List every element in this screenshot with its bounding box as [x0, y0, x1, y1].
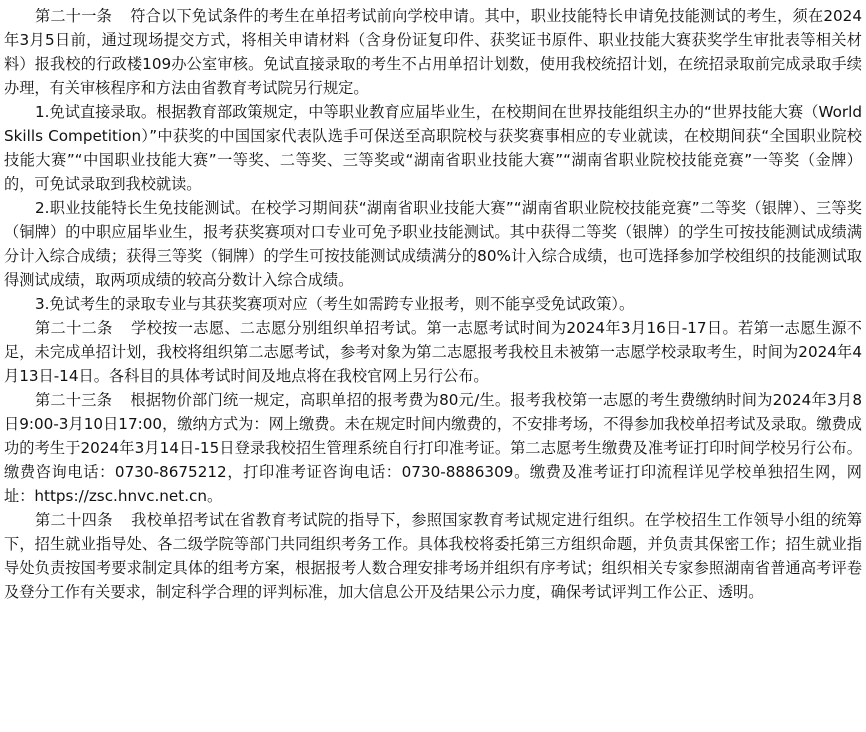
clause-3-paragraph — [4, 292, 862, 316]
clause-text: 3.免试考生的录取专业与其获奖赛项对应（考生如需跨专业报考，则不能享受免试政策）。 — [35, 295, 635, 313]
clause-1-paragraph — [4, 100, 862, 196]
article-24-paragraph — [4, 508, 862, 604]
clause-text: 1.免试直接录取。根据教育部政策规定，中等职业教育应届毕业生，在校期间在世界技能组织主办的“世界技能大赛（World Skills Competition）”中获奖的中国国家代表队选手可保送至高职院校与获奖赛事相应的专业就读，在校期间获“全国职业院校技能大赛”“中国职业技能大赛”一等奖、二等奖、三等奖或“湖南省职业技能大赛”“湖南省职业院校技能竞赛”一等奖（金牌）的，可免试录取到我校就读。 — [4, 103, 862, 193]
article-23-paragraph — [4, 388, 862, 508]
article-number: 第二十二条 — [35, 319, 113, 337]
article-text: 符合以下免试条件的考生在单招考试前向学校申请。其中，职业技能特长申请免技能测试的考生，须在2024年3月5日前，通过现场提交方式，将相关申请材料（含身份证复印件、获奖证书原件、职业技能大赛获奖学生审批表等相关材料）报我校的行政楼109办公室审核。免试直接录取的考生不占用单招计划数，使用我校统招计划，在统招录取前完成录取手续办理，有关审核程序和方法由省教育考试院另行规定。 — [4, 7, 862, 97]
article-22-paragraph — [4, 316, 862, 388]
article-number: 第二十四条 — [35, 511, 113, 529]
article-text: 根据物价部门统一规定，高职单招的报考费为80元/生。报考我校第一志愿的考生费缴纳时间为2024年3月8日9:00-3月10日17:00，缴纳方式为：网上缴费。未在规定时间内缴费的，不安排考场，不得参加我校单招考试及录取。缴费成功的考生于2024年3月14日-15日登录我校招生管理系统自行打印准考证。第二志愿考生缴费及准考证打印时间学校另行公布。缴费咨询电话：0730-8675212，打印准考证咨询电话：0730-8886309。缴费及准考证打印流程详见学校单独招生网，网址：https://zsc.hnvc.net.cn。 — [4, 391, 863, 505]
clause-text: 2.职业技能特长生免技能测试。在校学习期间获“湖南省职业技能大赛”“湖南省职业院校技能竞赛”二等奖（银牌）、三等奖（铜牌）的中职应届毕业生，报考获奖赛项对口专业可免予职业技能测试。其中获得二等奖（银牌）的学生可按技能测试成绩满分计入综合成绩；获得三等奖（铜牌）的学生可按技能测试成绩满分的80%计入综合成绩，也可选择参加学校组织的技能测试取得测试成绩，取两项成绩的较高分数计入综合成绩。 — [4, 199, 862, 289]
article-21-paragraph — [4, 4, 862, 100]
article-text: 学校按一志愿、二志愿分别组织单招考试。第一志愿考试时间为2024年3月16日-17日。若第一志愿生源不足，未完成单招计划，我校将组织第二志愿考试，参考对象为第二志愿报考我校且未被第一志愿学校录取考生，时间为2024年4月13日-14日。各科目的具体考试时间及地点将在我校官网上另行公布。 — [4, 319, 862, 385]
article-number: 第二十一条 — [35, 7, 113, 25]
clause-2-paragraph — [4, 196, 862, 292]
article-text: 我校单招考试在省教育考试院的指导下，参照国家教育考试规定进行组织。在学校招生工作领导小组的统筹下，招生就业指导处、各二级学院等部门共同组织考务工作。具体我校将委托第三方组织命题，并负责其保密工作；招生就业指导处负责按国考要求制定具体的组考方案，根据报考人数合理安排考场并组织有序考试；组织相关专家参照湖南省普通高考评卷及登分工作有关要求，制定科学合理的评判标准，加大信息公开及结果公示力度，确保考试评判工作公正、透明。 — [4, 511, 863, 601]
article-number: 第二十三条 — [35, 391, 113, 409]
